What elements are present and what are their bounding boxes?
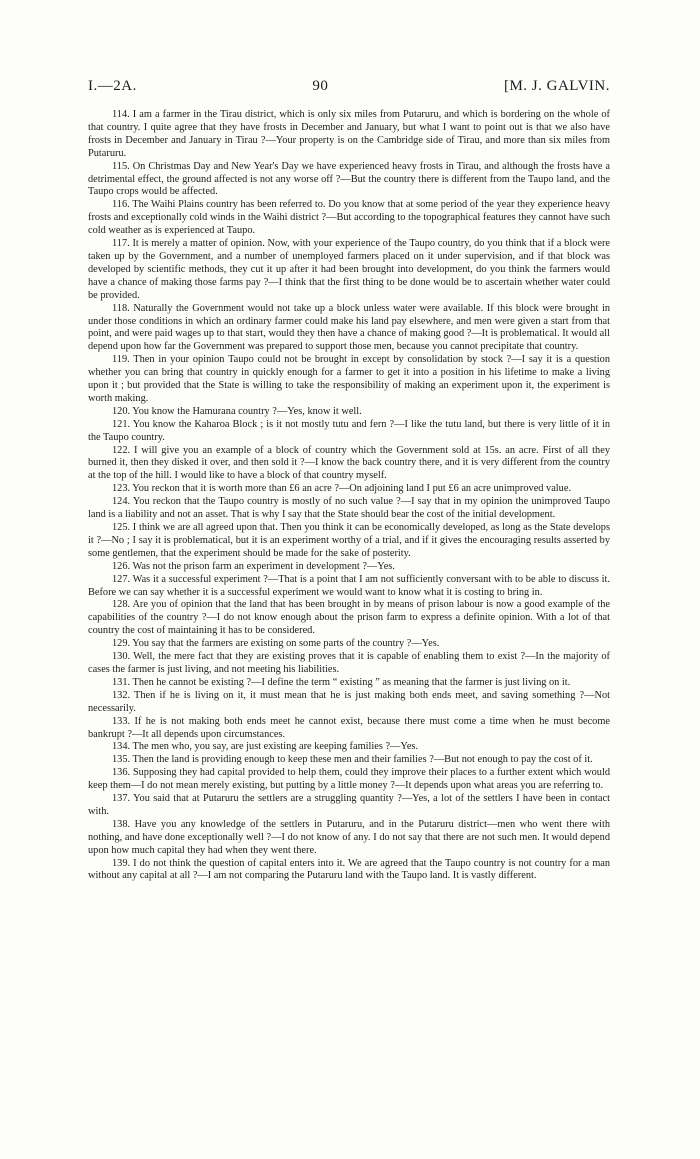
evidence-text <box>88 109 610 883</box>
paragraph: 115. On Christmas Day and New Year's Day we have experienced heavy frosts in Tirau, and although the frosts have a detrimental effect, the ground affected is not any worse off ?—But the country there is different from the Taupo land, and the Taupo crops would be affected. <box>88 160 610 198</box>
paragraph: 139. I do not think the question of capital enters into it. We are agreed that the Taupo country is not country for a man without any capital at all ?—I am not comparing the Putaruru land with the Taupo land. It is vastly different. <box>88 857 610 882</box>
paragraph: 116. The Waihi Plains country has been referred to. Do you know that at some period of the year they experience heavy frosts and exceptionally cold winds in the Waihi district ?—But according to the topographical features they cannot have such cold weather as is experienced at Taupo. <box>88 199 610 237</box>
paragraph: 114. I am a farmer in the Tirau district, which is only six miles from Putaruru, and which is bordering on the whole of that country. I quite agree that they have frosts in December and January, but what I want to point out is that we also have frosts in December and January in Tirau ?—Your property is on the Cambridge side of Tirau, and more than six miles from Putaruru. <box>88 109 610 159</box>
paragraph: 118. Naturally the Government would not take up a block unless water were available. If this block were brought in under those conditions in which an ordinary farmer could make his land pay elsewhere, and men were given a start from that point, and were paid wages up to that start, would they then have a chance of making good ?—It is problematical. It would all depend upon how far the Government was prepared to support those men, because you cannot precipitate that country. <box>88 302 610 353</box>
paragraph: 124. You reckon that the Taupo country is mostly of no such value ?—I say that in my opinion the unimproved Taupo land is a liability and not an asset. That is why I say that the State should bear the cost of the initial development. <box>88 496 610 521</box>
paragraph: 123. You reckon that it is worth more than £6 an acre ?—On adjoining land I put £6 an acre unimproved value. <box>112 483 572 495</box>
paragraph: 133. If he is not making both ends meet he cannot exist, because there must come a time when he must become bankrupt ?—It all depends upon circumstances. <box>88 715 610 740</box>
paragraph: 130. Well, the mere fact that they are existing proves that it is capable of enabling them to exist ?—In the majority of cases the farmer is just living, and not meeting his liabilities. <box>88 651 610 675</box>
paragraph: 138. Have you any knowledge of the settlers in Putaruru, and in the Putaruru district—men who went there with nothing, and have done exceptionally well ?—I do not know of any. I do not say that there are not such men. It would depend upon how much capital they had when they went there. <box>88 818 610 856</box>
paragraph: 119. Then in your opinion Taupo could not be brought in except by consolidation by stock ?—I say it is a question whether you can bring that country in quickly enough for a farmer to get it into a position in his lifetime to make a living upon it ; but provided that the State is willing to take the responsibility of making an experiment upon it, the experiment is worth making. <box>88 354 610 404</box>
paragraph: 128. Are you of opinion that the land that has been brought in by means of prison labour is now a good example of the capabilities of the country ?—I do not know enough about the prison farm to express a definite opinion. With a lot of that country the cost of maintaining it has to be considered. <box>88 599 610 637</box>
paragraph: 134. The men who, you say, are just existing are keeping families ?—Yes. <box>112 741 419 753</box>
page-number: 90 <box>312 78 329 94</box>
paragraph: 120. You know the Hamurana country ?—Yes, know it well. <box>112 405 362 417</box>
paragraph: 129. You say that the farmers are existing on some parts of the country ?—Yes. <box>112 638 440 650</box>
paragraph: 121. You know the Kaharoa Block ; is it not mostly tutu and fern ?—I like the tutu land, but there is very little of it in the Taupo country. <box>88 418 610 443</box>
paragraph: 132. Then if he is living on it, it must mean that he is just making both ends meet, and saving something ?—Not necessarily. <box>88 689 610 714</box>
paragraph: 136. Supposing they had capital provided to help them, could they improve their places to a further extent which would keep them—I do not mean merely existing, but putting by a little money ?—It depends upon what areas you are referring to. <box>88 767 610 792</box>
paragraph: 137. You said that at Putaruru the settlers are a struggling quantity ?—Yes, a lot of the settlers I have been in contact with. <box>88 793 610 817</box>
paragraph: 125. I think we are all agreed upon that. Then you think it can be economically developed, as long as the State develops it ?—No ; I say it is problematical, but it is an experiment worthy of a trial, and if it gives the encouraging results asserted by some gentlemen, that the experiment should be made for the sake of posterity. <box>88 522 610 559</box>
paragraph: 126. Was not the prison farm an experiment in development ?—Yes. <box>112 560 395 572</box>
paragraph: 117. It is merely a matter of opinion. Now, with your experience of the Taupo country, do you think that if a block were taken up by the Government, and a number of unemployed farmers placed on it under supervision, and if that block was developed by scientific methods, they cut it up after it had been brought into development, do you think the farmers would have a chance of making those farms pay ?—I think that the first thing to be done would be to ascertain whether water could be provided. <box>88 238 610 301</box>
paragraph: 127. Was it a successful experiment ?—That is a point that I am not sufficiently conversant with to be able to discuss it. Before we can say whether it is a successful experiment we would want to know what it is costing to bring in. <box>88 573 610 598</box>
paragraph: 122. I will give you an example of a block of country which the Government sold at 15s. an acre. First of all they burned it, then they disked it over, and then sold it ?—I know the back country there, and it is very different from the country at the top of the hill. I would like to have a block of that country myself. <box>88 444 610 482</box>
page-header <box>88 78 610 95</box>
paragraph: 135. Then the land is providing enough to keep these men and their families ?—But not enough to pay the cost of it. <box>112 754 593 766</box>
paragraph: 131. Then he cannot be existing ?—I define the term “ existing ” as meaning that the farmer is just living on it. <box>112 676 571 688</box>
paper-reference: I.—2A. <box>88 78 137 94</box>
witness-name: [M. J. GALVIN. <box>503 78 610 94</box>
